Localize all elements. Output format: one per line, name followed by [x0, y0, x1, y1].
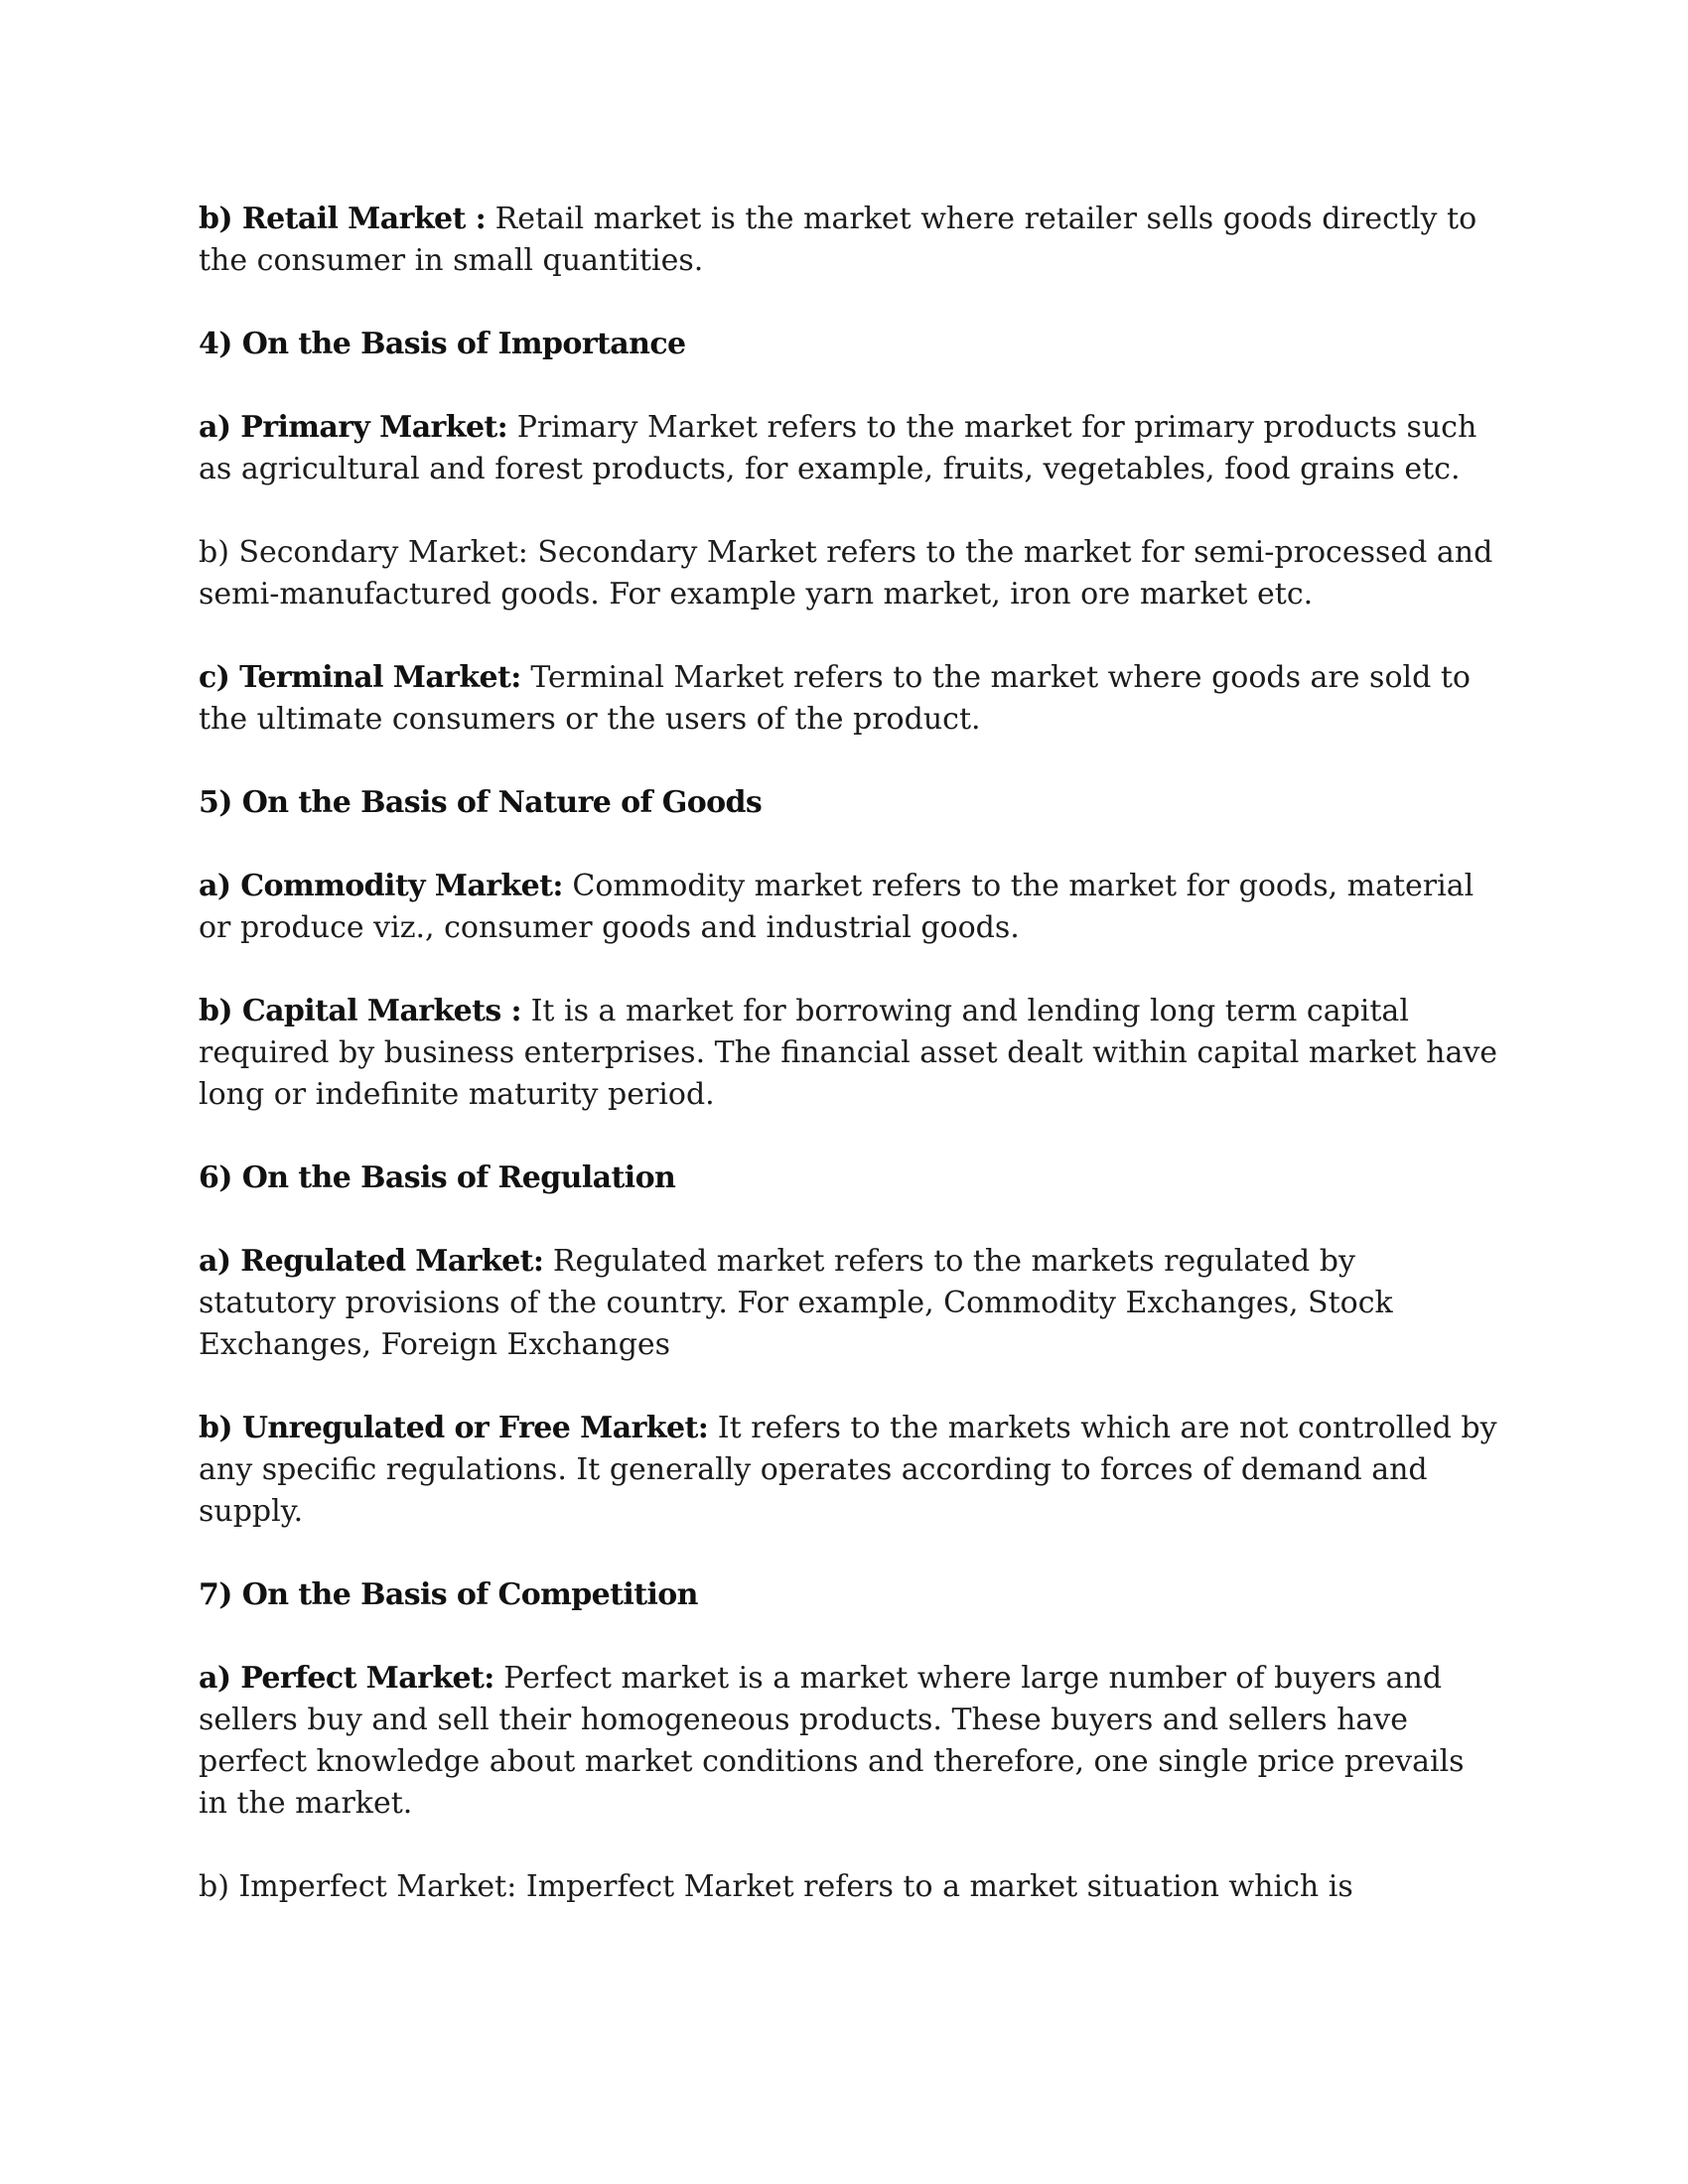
- primary-market-term: a) Primary Market:: [199, 410, 508, 445]
- retail-market-text: Retail market is the market where retailer sells goods directly to the consumer in small quantities.: [199, 202, 1477, 278]
- capital-markets-text: It is a market for borrowing and lending long term capital required by business enterprises. The financial asset dealt within capital market have long or indefinite maturity period.: [199, 994, 1498, 1112]
- primary-market-text: Primary Market refers to the market for primary products such as agricultural and forest products, for example, fruits, vegetables, food grains etc.: [199, 410, 1477, 486]
- terminal-market-paragraph: [199, 657, 1499, 741]
- perfect-market-term: a) Perfect Market:: [199, 1661, 494, 1696]
- unregulated-market-text: It refers to the markets which are not controlled by any specific regulations. It generally operates according to forces of demand and supply.: [199, 1411, 1497, 1529]
- commodity-market-text: Commodity market refers to the market for goods, material or produce viz., consumer goods and industrial goods.: [199, 869, 1475, 945]
- perfect-market-text: Perfect market is a market where large number of buyers and sellers buy and sell their homogeneous products. These buyers and sellers have perfect knowledge about market conditions and therefore, one single price prevails in the market.: [199, 1661, 1465, 1821]
- regulated-market-paragraph: [199, 1241, 1499, 1366]
- heading-basis-of-regulation: 6) On the Basis of Regulation: [199, 1160, 676, 1195]
- imperfect-market-paragraph: b) Imperfect Market: Imperfect Market refers to a market situation which is: [199, 1869, 1353, 1904]
- heading-basis-of-nature-of-goods: 5) On the Basis of Nature of Goods: [199, 785, 763, 820]
- regulated-market-text: Regulated market refers to the markets regulated by statutory provisions of the country. For example, Commodity Exchanges, Stock Exchanges, Foreign Exchanges: [199, 1244, 1393, 1362]
- perfect-market-paragraph: [199, 1658, 1499, 1825]
- retail-market-term: b) Retail Market :: [199, 202, 487, 236]
- commodity-market-paragraph: [199, 866, 1499, 949]
- retail-market-paragraph: [199, 199, 1499, 282]
- unregulated-market-paragraph: [199, 1408, 1499, 1533]
- primary-market-paragraph: [199, 407, 1499, 490]
- heading-basis-of-importance: 4) On the Basis of Importance: [199, 327, 686, 361]
- commodity-market-term: a) Commodity Market:: [199, 869, 563, 903]
- unregulated-market-term: b) Unregulated or Free Market:: [199, 1411, 709, 1445]
- secondary-market-paragraph: b) Secondary Market: Secondary Market refers to the market for semi-processed and semi-manufactured goods. For example yarn market, iron ore market etc.: [199, 535, 1493, 612]
- terminal-market-term: c) Terminal Market:: [199, 660, 521, 695]
- terminal-market-text: Terminal Market refers to the market where goods are sold to the ultimate consumers or the users of the product.: [199, 660, 1471, 737]
- capital-markets-term: b) Capital Markets :: [199, 994, 522, 1028]
- document-body: [199, 199, 1499, 1950]
- capital-markets-paragraph: [199, 991, 1499, 1116]
- regulated-market-term: a) Regulated Market:: [199, 1244, 544, 1279]
- heading-basis-of-competition: 7) On the Basis of Competition: [199, 1577, 698, 1612]
